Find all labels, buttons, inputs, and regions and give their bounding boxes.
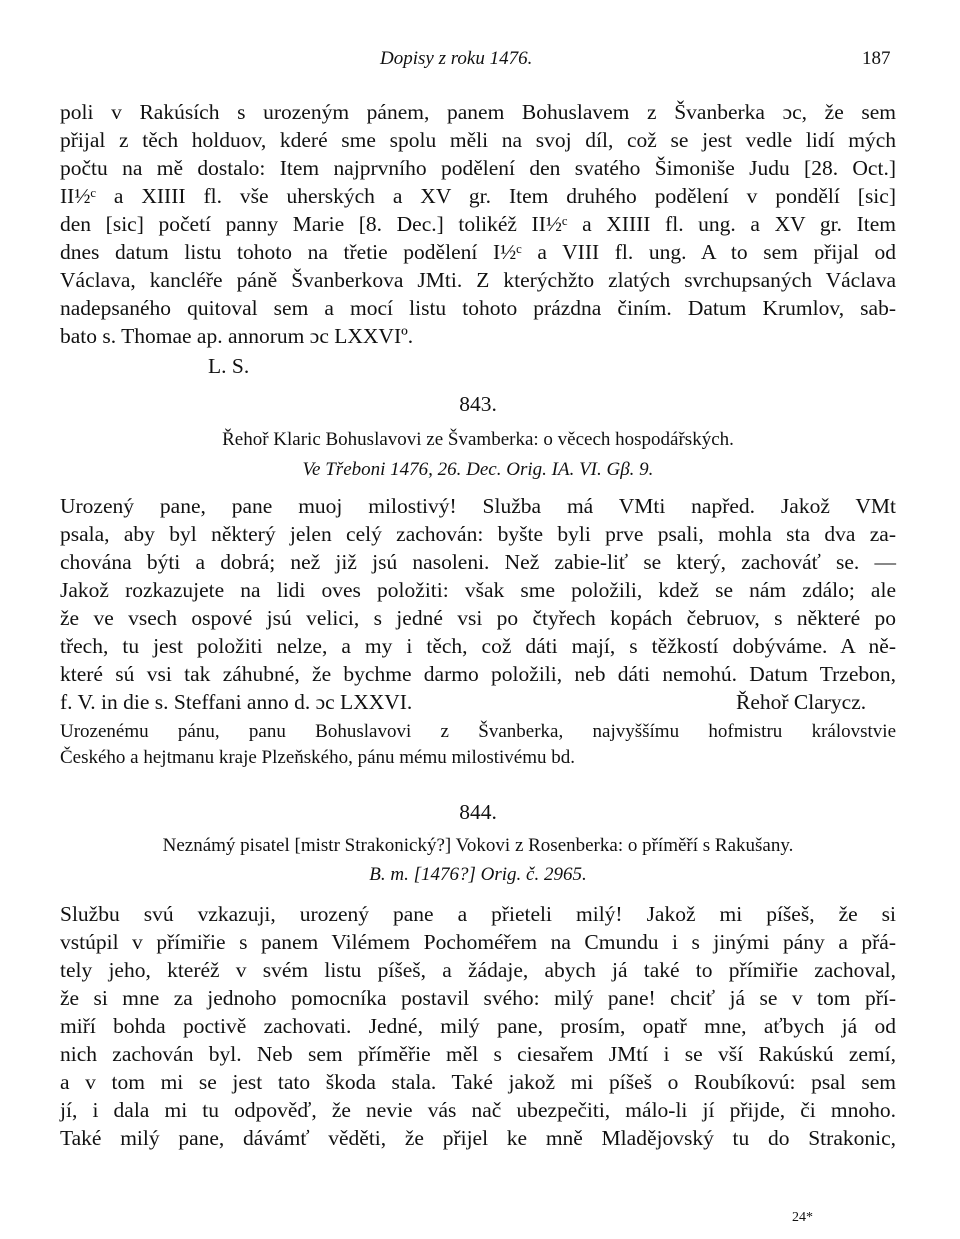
signature: Řehoř Clarycz.: [736, 690, 867, 714]
address-line: Českého a hejtmanu kraje Plzeňského, pánu mému milostivému bd.: [60, 747, 576, 768]
text-line: den [sic] početí panny Marie [8. Dec.] tolikéž II½ᶜ a XIIII fl. ung. a XV gr. Item: [60, 212, 896, 236]
text-line: II½ᶜ a XIIII fl. vše uherských a XV gr. Item druhého podělení v pondělí [sic]: [60, 184, 896, 208]
text-line: Urozený pane, pane muoj milostivý! Služba má VMti napřed. Jakož VMt: [60, 494, 896, 518]
text-line: tely jeho, kteréž v svém listu píšeš, a žádaje, abych já také to přímiřie zachoval,: [60, 958, 896, 982]
text-line: třech, tu jest položiti nelze, a my i těch, což dáti mají, s těžkostí dobýváme. A ně-: [60, 634, 896, 658]
text-line: Václava, kancléře páně Švanberkova JMti. Z kterýchžto zlatých svrchupsaných Václava: [60, 268, 896, 292]
running-head-title: Dopisy z roku 1476.: [380, 48, 533, 69]
text-line: že ve vsech ospové jsú velici, s jedné vsi po čtyřech kopách čebruov, s některé po: [60, 606, 896, 630]
text-line: nadepsaného quitoval sem a mocí listu tohoto prázdna činím. Datum Krumlov, sab-: [60, 296, 896, 320]
text-line: psala, aby byl některý jelen celý zachován: byšte byli prve psali, mohla sta dva za-: [60, 522, 896, 546]
text-line: dnes datum listu tohoto na třetie podělení I½ᶜ a VIII fl. ung. A to sem přijal od: [60, 240, 896, 264]
address-line: Urozenému pánu, panu Bohuslavovi z Švanberka, najvyššímu hofmistru královstvie: [60, 721, 896, 742]
text-line: které sú vsi tak záhubné, že bychme darmo položili, neb dáti nemohú. Datum Trzebon,: [60, 662, 896, 686]
letter-number: 843.: [459, 392, 497, 416]
text-line: f. V. in die s. Steffani anno d. ɔc LXXVI.: [60, 690, 413, 714]
letter-summary: Neznámý pisatel [mistr Strakonický?] Vokovi z Rosenberka: o příměří s Rakušany.: [162, 835, 794, 856]
text-line: chována býti a dobrá; než již jsú nasoleni. Než zabie-liť se který, zachováť se. —: [60, 550, 896, 574]
printer-signature-mark: 24*: [792, 1210, 813, 1225]
text-line: miří bohda poctivě zachovati. Jedné, milý pane, prosím, opatř mne, aťbych já od: [60, 1014, 896, 1038]
text-line: poli v Rakúsích s urozeným pánem, panem Bohuslavem z Švanberka ɔc, že sem: [60, 100, 896, 124]
text-line: že si mne za jednoho pomocníka postavil svého: milý pane! chciť já se v tom pří-: [60, 986, 896, 1010]
letter-number: 844.: [459, 800, 497, 824]
text-line: vstúpil v přímiřie s panem Vilémem Pochoméřem na Cmundu i s jinými pány a přá-: [60, 930, 896, 954]
text-line: počtu na mě dostalo: Item najprvního podělení den svatého Šimoniše Judu [28. Oct.]: [60, 156, 896, 180]
text-line: bato s. Thomae ap. annorum ɔc LXXVIº.: [60, 324, 414, 348]
page-number: 187: [862, 48, 891, 69]
text-line: přijal z těch holduov, kderé sme spolu měli na svoj díl, což se jest vedle lidí mých: [60, 128, 896, 152]
seal-mark: L. S.: [208, 354, 250, 378]
text-line: jí, i dala mi tu odpověď, že nevie vás nač ubezpečiti, málo-li jí přijde, či mnoho.: [60, 1098, 896, 1122]
text-line: Službu svú vzkazuji, urozený pane a přieteli milý! Jakož mi píšeš, že si: [60, 902, 896, 926]
text-line: a v tom mi se jest tato škoda stala. Také jakož mi píšeš o Roubíkovú: psal sem: [60, 1070, 896, 1094]
letter-source: B. m. [1476?] Orig. č. 2965.: [369, 864, 587, 885]
text-line: Také milý pane, dávámť věděti, že přijel ke mně Mladějovský tu do Strakonic,: [60, 1126, 896, 1150]
letter-summary: Řehoř Klaric Bohuslavovi ze Švamberka: o věcech hospodářských.: [222, 429, 734, 450]
letter-source: Ve Třeboni 1476, 26. Dec. Orig. IA. VI. Gβ. 9.: [302, 459, 654, 480]
text-line: nich zachován byl. Neb sem příměřie měl s ciesařem JMtí i se vší Rakúskú zemí,: [60, 1042, 896, 1066]
text-line: Jakož rozkazujete na lidi oves položiti: však sme položili, kdež se nám zdálo; ale: [60, 578, 896, 602]
